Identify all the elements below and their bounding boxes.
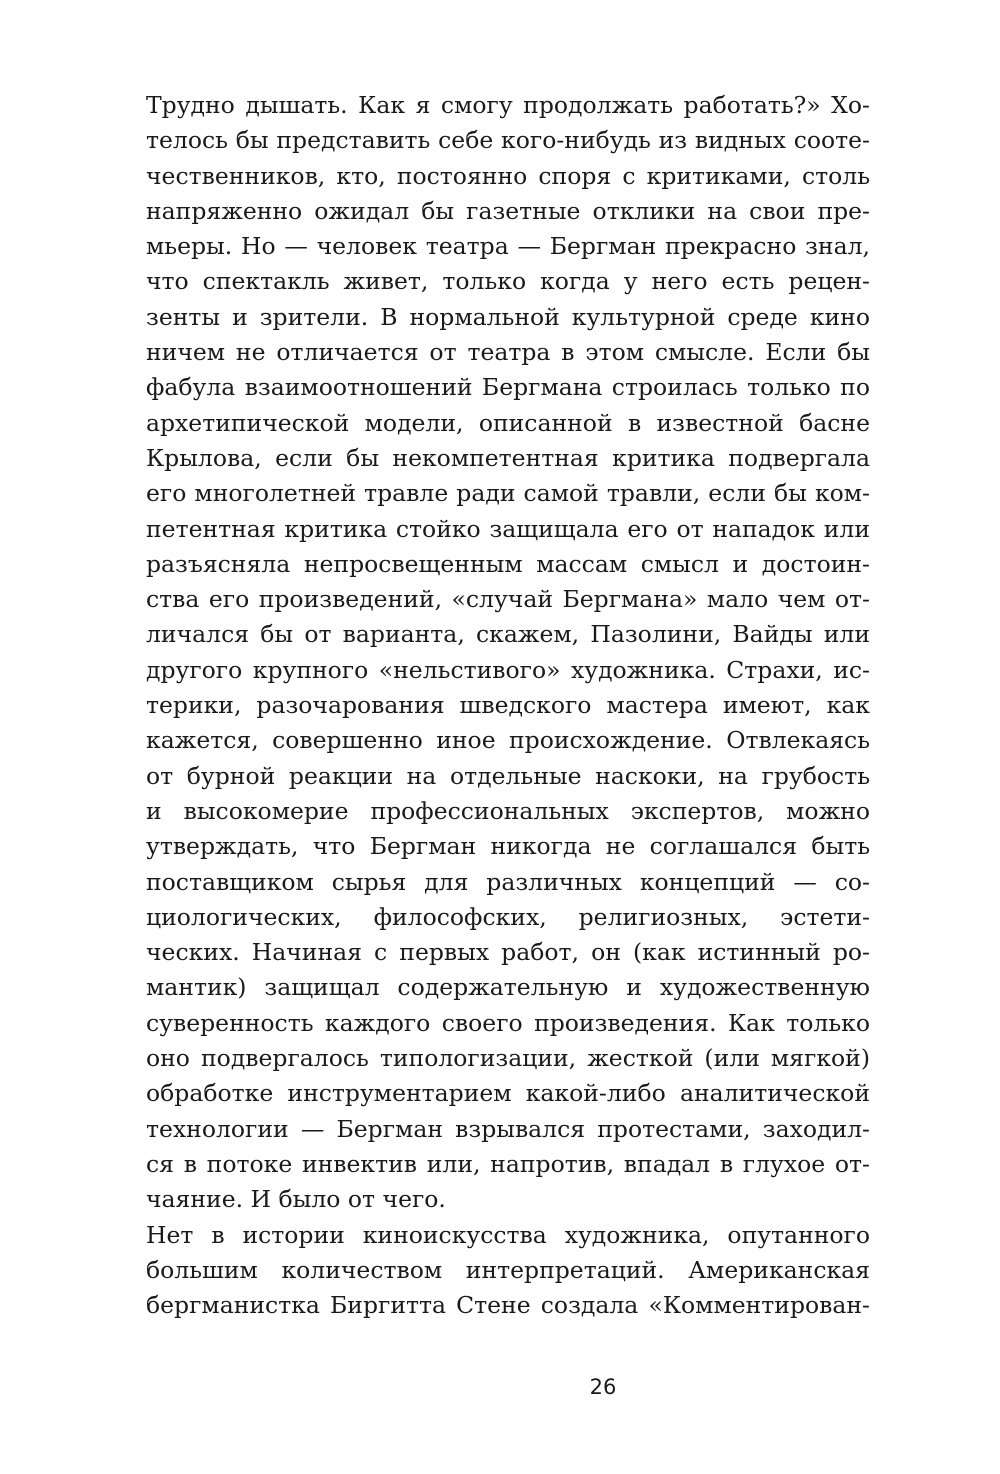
text-line: утверждать, что Бергман никогда не соглашался быть xyxy=(146,832,870,861)
text-line: мьеры. Но — человек театра — Бергман прекрасно знал, xyxy=(146,232,870,261)
text-line: ся в потоке инвектив или, напротив, впадал в глухое от- xyxy=(146,1149,870,1178)
text-line: мантик) защищал содержательную и художественную xyxy=(146,973,870,1002)
text-line: личался бы от варианта, скажем, Пазолини, Вайды или xyxy=(146,620,870,649)
text-line: Трудно дышать. Как я смогу продолжать работать?» Хо- xyxy=(146,91,870,119)
text-line: архетипической модели, описанной в известной басне xyxy=(146,408,870,437)
text-line: обработке инструментарием какой-либо аналитической xyxy=(146,1079,870,1108)
text-line: Нет в истории киноискусства художника, опутанного xyxy=(146,1220,870,1249)
text-line: фабула взаимоотношений Бергмана строилась только по xyxy=(146,373,870,402)
text-line: чественников, кто, постоянно споря с критиками, столь xyxy=(146,161,870,190)
text-line: телось бы представить себе кого-нибудь из видных соотe- xyxy=(146,126,870,155)
text-line: технологии — Бергман взрывался протестами, заходил- xyxy=(146,1114,870,1143)
text-line: Крылова, если бы некомпетентная критика подвергала xyxy=(146,443,870,472)
text-line: оно подвергалось типологизации, жесткой (или мягкой) xyxy=(146,1044,870,1073)
text-line: зенты и зрители. В нормальной культурной среде кино xyxy=(146,302,870,331)
text-line: бергманистка Биргитта Стене создала «Комментирован- xyxy=(146,1291,870,1320)
text-line: и высокомерие профессиональных экспертов, можно xyxy=(146,796,870,825)
text-line: от бурной реакции на отдельные наскоки, на грубость xyxy=(146,761,870,790)
page-number: 26 xyxy=(589,1375,617,1399)
text-line: суверенность каждого своего произведения. Как только xyxy=(146,1008,870,1037)
page-body xyxy=(146,88,870,1323)
text-line: петентная критика стойко защищала его от нападок или xyxy=(146,514,870,543)
text-line: ничем не отличается от театра в этом смысле. Если бы xyxy=(146,338,870,367)
text-line: что спектакль живет, только когда у него есть рецен- xyxy=(146,267,870,296)
page-number-container xyxy=(0,1372,793,1402)
text-line: поставщиком сырья для различных концепций — со- xyxy=(146,867,870,896)
text-line: циологических, философских, религиозных, эстети- xyxy=(146,902,870,931)
text-line: терики, разочарования шведского мастера имеют, как xyxy=(146,691,870,720)
text-line: другого крупного «нельстивого» художника. Страхи, ис- xyxy=(146,655,870,684)
text-line: ческих. Начиная с первых работ, он (как истинный ро- xyxy=(146,938,870,967)
text-line: большим количеством интерпретаций. Американская xyxy=(146,1255,870,1284)
text-line: разъясняла непросвещенным массам смысл и достоин- xyxy=(146,549,870,578)
text-line: ства его произведений, «случай Бергмана» мало чем от- xyxy=(146,585,870,614)
text-line: напряженно ожидал бы газетные отклики на свои пре- xyxy=(146,196,870,225)
text-line: его многолетней травле ради самой травли, если бы ком- xyxy=(146,479,870,508)
text-line: кажется, совершенно иное происхождение. Отвлекаясь xyxy=(146,726,870,755)
paragraph-end-line: чаяние. И было от чего. xyxy=(146,1185,446,1214)
